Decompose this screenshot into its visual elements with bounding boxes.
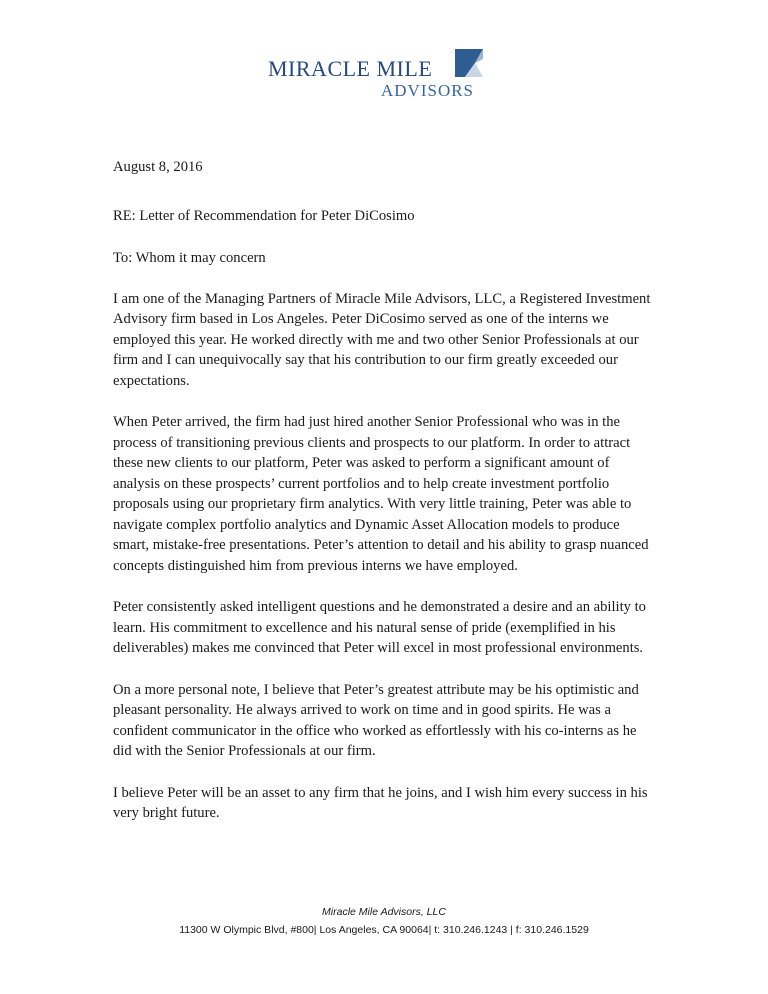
footer-company-name: Miracle Mile Advisors, LLC — [322, 906, 446, 918]
logo-text-secondary: ADVISORS — [381, 81, 475, 100]
letter-paragraph: I believe Peter will be an asset to any firm that he joins, and I wish him every success in his very bright future. — [113, 784, 648, 821]
miracle-mile-logo-mark-icon — [455, 49, 483, 77]
letter-paragraph: When Peter arrived, the firm had just hired another Senior Professional who was in the process of transitioning previous clients and prospects to our platform. In order to attract these new clients to our platform, Peter was asked to perform a significant amount of analysis on these prospects’ current portfolios and to help create investment portfolio proposals using our proprietary firm analytics. With very little training, Peter was able to navigate complex portfolio analytics and Dynamic Asset Allocation models to produce smart, mistake-free presentations. Peter’s attention to detail and his ability to grasp nuanced concepts distinguished him from previous interns we have employed. — [113, 414, 649, 574]
logo-text-primary: MIRACLE MILE — [268, 56, 433, 81]
letter-salutation: To: Whom it may concern — [113, 250, 266, 266]
letter-subject: RE: Letter of Recommendation for Peter DiCosimo — [113, 207, 415, 224]
letter-paragraph: I am one of the Managing Partners of Miracle Mile Advisors, LLC, a Registered Investment Advisory firm based in Los Angeles. Peter DiCosimo served as one of the interns we employed this year. He worked directly with me and two other Senior Professionals at our firm and I can unequivocally say that his contribution to our firm greatly exceeded our expectations. — [113, 290, 651, 389]
letter-body — [113, 157, 653, 845]
letter-paragraph: On a more personal note, I believe that Peter’s greatest attribute may be his optimistic and pleasant personality. He always arrived to work on time and in good spirits. He was a confident communicator in the office who worked as effortlessly with his co-interns as he did with the Senior Professionals at our firm. — [113, 681, 639, 759]
letter-paragraph: Peter consistently asked intelligent questions and he demonstrated a desire and an ability to learn. His commitment to excellence and his natural sense of pride (exemplified in his deliverables) makes me convinced that Peter will excel in most professional environments. — [113, 599, 646, 656]
company-logo — [268, 44, 488, 106]
footer-address: 11300 W Olympic Blvd, #800| Los Angeles, CA 90064| t: 310.246.1243 | f: 310.246.1529 — [179, 924, 589, 936]
letter-date: August 8, 2016 — [113, 159, 203, 175]
